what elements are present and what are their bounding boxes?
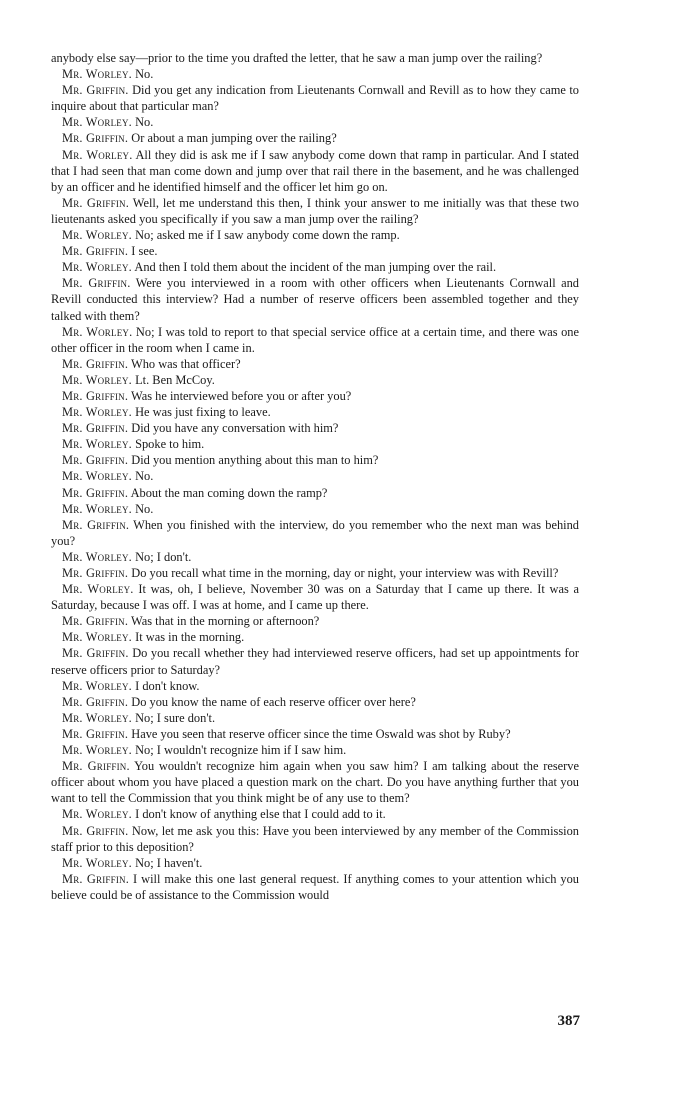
speaker-name: Mr. Griffin. xyxy=(62,517,130,532)
transcript-paragraph xyxy=(51,50,579,66)
paragraph-text: I see. xyxy=(131,244,158,259)
transcript-paragraph xyxy=(51,227,579,243)
transcript-paragraph xyxy=(51,356,579,372)
transcript-paragraph xyxy=(51,114,579,130)
transcript-paragraph xyxy=(51,758,579,806)
speaker-name: Mr. Griffin. xyxy=(62,566,129,580)
paragraph-text: No. xyxy=(135,115,154,130)
paragraph-text: Spoke to him. xyxy=(135,437,205,452)
paragraph-text: When you finished with the interview, do you remember who the next man was behind you? xyxy=(51,517,580,548)
speaker-name: Mr. Worley. xyxy=(62,260,132,275)
paragraph-text: Did you get any indication from Lieutenants Cornwall and Revill as to how they came to inquire about that particular man? xyxy=(51,83,579,114)
transcript-paragraph xyxy=(51,565,579,581)
transcript-paragraph xyxy=(51,324,579,356)
paragraph-text: No. xyxy=(135,469,154,484)
paragraph-text: Was that in the morning or afternoon? xyxy=(131,614,320,629)
transcript-paragraph xyxy=(51,420,579,436)
paragraph-text: Were you interviewed in a room with other officers when Lieutenants Cornwall and Revill conducted this interview? Had a number of reserve officers been assembled together and they talked with them? xyxy=(51,276,579,323)
paragraph-text: Who was that officer? xyxy=(131,356,241,371)
paragraph-text: I don't know of anything else that I could add to it. xyxy=(135,807,386,822)
transcript-paragraph xyxy=(51,726,579,742)
speaker-name: Mr. Worley. xyxy=(62,147,133,162)
paragraph-text: I don't know. xyxy=(135,678,200,693)
speaker-name: Mr. Griffin. xyxy=(62,871,130,886)
transcript-paragraph xyxy=(51,195,579,227)
speaker-name: Mr. Worley. xyxy=(62,743,132,758)
speaker-name: Mr. Worley. xyxy=(62,67,132,82)
paragraph-text: You wouldn't recognize him again when you saw him? I am talking about the reserve officer about whom you have placed a question mark on the chart. Do you have anything further that you want to tell the Commission that you think might be of any use to them? xyxy=(51,759,579,806)
speaker-name: Mr. Worley. xyxy=(62,549,132,564)
paragraph-text: No. xyxy=(135,67,154,82)
speaker-name: Mr. Griffin. xyxy=(62,453,129,468)
transcript-paragraph xyxy=(51,452,579,468)
speaker-name: Mr. Griffin. xyxy=(62,694,129,709)
speaker-name: Mr. Griffin. xyxy=(62,421,129,436)
transcript-paragraph xyxy=(51,404,579,420)
speaker-name: Mr. Griffin. xyxy=(62,131,129,146)
speaker-name: Mr. Worley. xyxy=(62,437,132,452)
paragraph-text: No; I sure don't. xyxy=(135,710,216,725)
paragraph-text: No. xyxy=(135,501,154,516)
paragraph-text: anybody else say—prior to the time you drafted the letter, that he saw a man jump over the railing? xyxy=(51,51,543,65)
transcript-paragraph xyxy=(51,855,579,871)
transcript-paragraph xyxy=(51,678,579,694)
transcript-paragraph xyxy=(51,581,579,613)
paragraph-text: All they did is ask me if I saw anybody come down that ramp in particular. And I stated that I had seen that man come down and jump over that rail there in the basement, and he was challenged by an officer and he identified himself and the officer let him go on. xyxy=(51,147,579,194)
paragraph-text: Or about a man jumping over the railing? xyxy=(131,131,337,146)
transcript-paragraph xyxy=(51,436,579,452)
transcript-paragraph xyxy=(51,501,579,517)
transcript-paragraph xyxy=(51,130,579,146)
speaker-name: Mr. Worley. xyxy=(62,228,132,243)
speaker-name: Mr. Worley. xyxy=(62,372,132,387)
paragraph-text: It was in the morning. xyxy=(135,630,245,645)
speaker-name: Mr. Griffin. xyxy=(62,485,129,500)
transcript-paragraph xyxy=(51,742,579,758)
speaker-name: Mr. Worley. xyxy=(62,855,132,870)
paragraph-text: Well, let me understand this then, I think your answer to me initially was that these two lieutenants asked you specifically if you saw a man jump over the railing? xyxy=(51,195,580,226)
speaker-name: Mr. Griffin. xyxy=(62,726,129,741)
speaker-name: Mr. Griffin. xyxy=(62,388,129,403)
speaker-name: Mr. Griffin. xyxy=(62,276,131,291)
transcript-paragraph xyxy=(51,275,579,323)
speaker-name: Mr. Worley. xyxy=(62,405,132,420)
speaker-name: Mr. Griffin. xyxy=(62,759,130,774)
transcript-paragraph xyxy=(51,243,579,259)
transcript-paragraph xyxy=(51,259,579,275)
paragraph-text: No; asked me if I saw anybody come down the ramp. xyxy=(135,228,400,243)
paragraph-text: No; I wouldn't recognize him if I saw him. xyxy=(135,743,347,758)
speaker-name: Mr. Worley. xyxy=(62,582,134,597)
paragraph-text: And then I told them about the incident of the man jumping over the rail. xyxy=(134,260,497,275)
paragraph-text: No; I don't. xyxy=(135,549,192,564)
transcript-paragraph xyxy=(51,645,579,677)
speaker-name: Mr. Worley. xyxy=(62,469,132,484)
speaker-name: Mr. Griffin. xyxy=(62,614,129,629)
speaker-name: Mr. Griffin. xyxy=(62,83,129,98)
paragraph-text: Did you have any conversation with him? xyxy=(131,421,339,436)
transcript-page xyxy=(51,50,579,903)
paragraph-text: Do you know the name of each reserve officer over here? xyxy=(131,694,416,709)
transcript-paragraph xyxy=(51,823,579,855)
transcript-paragraph xyxy=(51,485,579,501)
speaker-name: Mr. Griffin. xyxy=(62,244,129,259)
paragraph-text: I will make this one last general request. If anything comes to your attention which you believe could be of assistance to the Commission would xyxy=(51,871,580,902)
speaker-name: Mr. Worley. xyxy=(62,630,132,645)
paragraph-text: He was just fixing to leave. xyxy=(135,405,271,420)
transcript-paragraph xyxy=(51,372,579,388)
transcript-body xyxy=(51,50,579,903)
transcript-paragraph xyxy=(51,710,579,726)
speaker-name: Mr. Griffin. xyxy=(62,356,129,371)
paragraph-text: Now, let me ask you this: Have you been interviewed by any member of the Commission staff prior to this deposition? xyxy=(51,823,579,854)
paragraph-text: No; I was told to report to that special service office at a certain time, and there was one other officer in the room when I came in. xyxy=(51,324,580,355)
speaker-name: Mr. Griffin. xyxy=(62,823,129,838)
paragraph-text: Do you recall what time in the morning, day or night, your interview was with Revill? xyxy=(131,566,559,580)
transcript-paragraph xyxy=(51,549,579,565)
transcript-paragraph xyxy=(51,82,579,114)
paragraph-text: Was he interviewed before you or after you? xyxy=(131,388,352,403)
transcript-paragraph xyxy=(51,694,579,710)
speaker-name: Mr. Worley. xyxy=(62,115,132,130)
transcript-paragraph xyxy=(51,517,579,549)
paragraph-text: About the man coming down the ramp? xyxy=(130,485,328,500)
transcript-paragraph xyxy=(51,871,579,903)
speaker-name: Mr. Griffin. xyxy=(62,195,130,210)
paragraph-text: Do you recall whether they had interviewed reserve officers, had set up appointments for reserve officers prior to Saturday? xyxy=(51,646,579,677)
transcript-paragraph xyxy=(51,806,579,822)
page-number: 387 xyxy=(557,1013,580,1029)
paragraph-text: It was, oh, I believe, November 30 was on a Saturday that I came up there. It was a Saturday, because I was off. I was at home, and I came up there. xyxy=(51,582,579,613)
transcript-paragraph xyxy=(51,147,579,195)
paragraph-text: Have you seen that reserve officer since the time Oswald was shot by Ruby? xyxy=(131,726,511,741)
transcript-paragraph xyxy=(51,468,579,484)
transcript-paragraph xyxy=(51,66,579,82)
speaker-name: Mr. Worley. xyxy=(62,501,132,516)
speaker-name: Mr. Worley. xyxy=(62,324,133,339)
paragraph-text: Did you mention anything about this man to him? xyxy=(131,453,379,468)
transcript-paragraph xyxy=(51,629,579,645)
speaker-name: Mr. Worley. xyxy=(62,710,132,725)
paragraph-text: No; I haven't. xyxy=(135,855,203,870)
speaker-name: Mr. Worley. xyxy=(62,807,132,822)
speaker-name: Mr. Worley. xyxy=(62,678,132,693)
transcript-paragraph xyxy=(51,388,579,404)
transcript-paragraph xyxy=(51,613,579,629)
paragraph-text: Lt. Ben McCoy. xyxy=(135,372,215,387)
speaker-name: Mr. Griffin. xyxy=(62,646,129,661)
